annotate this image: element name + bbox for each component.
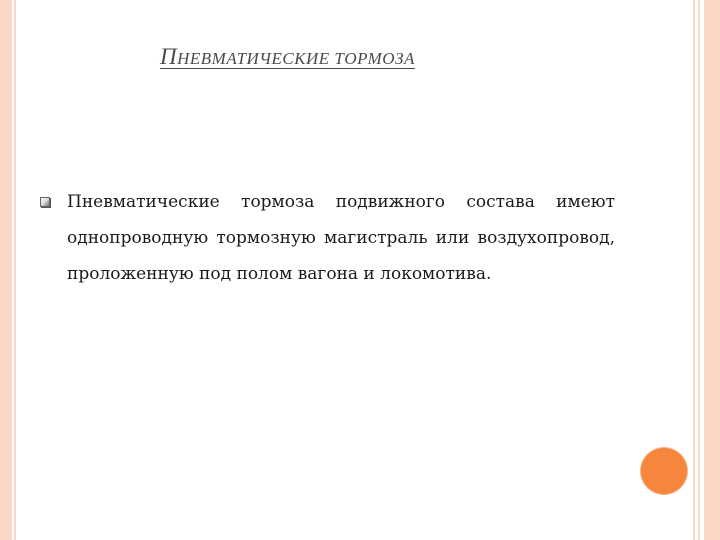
title-first-letter: П bbox=[160, 44, 178, 69]
right-border-line-1 bbox=[693, 0, 695, 540]
title-rest: НЕВМАТИЧЕСКИЕ ТОРМОЗА bbox=[177, 49, 415, 68]
right-border-band bbox=[704, 0, 720, 540]
square-bullet-icon bbox=[40, 197, 50, 207]
left-border-band bbox=[0, 0, 12, 540]
slide-title bbox=[160, 44, 415, 70]
bullet-text: Пневматические тормоза подвижного состава имеют однопроводную тормозную магистраль или воздухопровод, проложенную под полом вагона и локомотива. bbox=[67, 192, 615, 284]
left-border-line bbox=[14, 0, 16, 540]
right-border-line-2 bbox=[698, 0, 700, 540]
orange-circle-decoration bbox=[641, 448, 687, 494]
